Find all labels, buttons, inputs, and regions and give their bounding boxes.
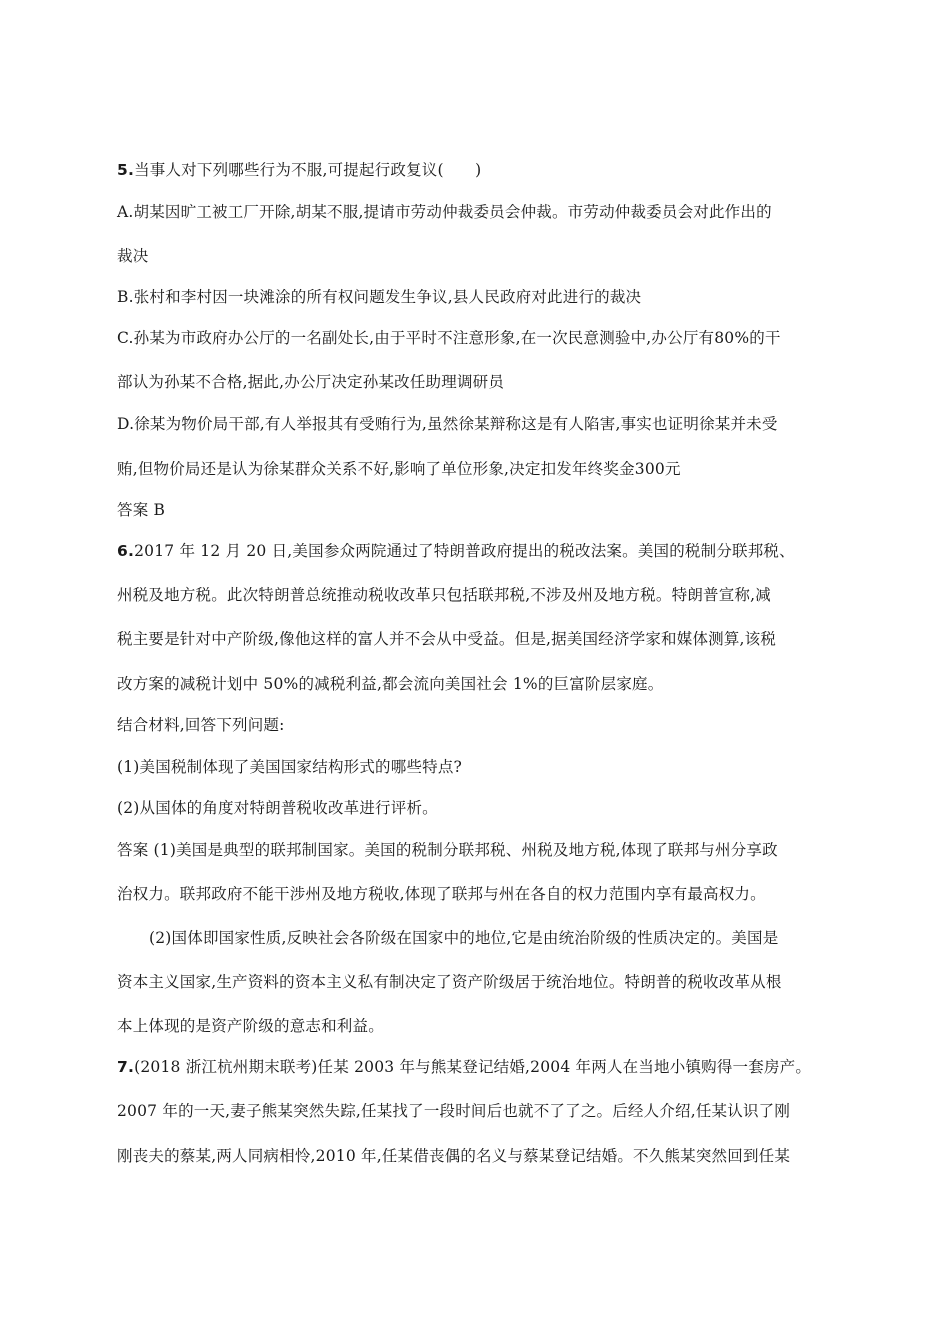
q5-stem-line xyxy=(117,160,481,180)
q6-subquestion-2: (2)从国体的角度对特朗普税收改革进行评析。 xyxy=(117,799,438,817)
q6-subquestion-1: (1)美国税制体现了美国国家结构形式的哪些特点? xyxy=(117,758,463,776)
q6-answer-1-line2: 治权力。联邦政府不能干涉州及地方税收,体现了联邦与州在各自的权力范围内享有最高权力。 xyxy=(117,885,766,903)
q5-option-c-line1: C.孙某为市政府办公厅的一名副处长,由于平时不注意形象,在一次民意测验中,办公厅有80%的干 xyxy=(117,329,781,347)
q5-option-b: B.张村和李村因一块滩涂的所有权问题发生争议,县人民政府对此进行的裁决 xyxy=(117,288,642,306)
q7-material-line1 xyxy=(117,1057,811,1077)
q7-material-text1: (2018 浙江杭州期末联考)任某 2003 年与熊某登记结婚,2004 年两人在当地小镇购得一套房产。 xyxy=(134,1058,812,1076)
q6-answer-1-line1: 答案 (1)美国是典型的联邦制国家。美国的税制分联邦税、州税及地方税,体现了联邦与州分享政 xyxy=(117,841,778,859)
q7-number: 7. xyxy=(117,1058,135,1076)
q6-answer-2-line1: (2)国体即国家性质,反映社会各阶级在国家中的地位,它是由统治阶级的性质决定的。美国是 xyxy=(149,929,779,947)
q5-answer: 答案 B xyxy=(117,501,166,519)
q5-option-a-line2: 裁决 xyxy=(117,247,149,265)
q6-answer-2-line3: 本上体现的是资产阶级的意志和利益。 xyxy=(117,1017,384,1035)
q5-option-a-line1: A.胡某因旷工被工厂开除,胡某不服,提请市劳动仲裁委员会仲裁。市劳动仲裁委员会对此作出的 xyxy=(117,203,772,221)
q6-number: 6. xyxy=(117,542,135,560)
q6-material-line3: 税主要是针对中产阶级,像他这样的富人并不会从中受益。但是,据美国经济学家和媒体测算,该税 xyxy=(117,630,777,648)
q7-material-line3: 刚丧夫的蔡某,两人同病相怜,2010 年,任某借丧偶的名义与蔡某登记结婚。不久熊某突然回到任某 xyxy=(117,1147,791,1165)
q6-answer-2-line2: 资本主义国家,生产资料的资本主义私有制决定了资产阶级居于统治地位。特朗普的税收改革从根 xyxy=(117,973,782,991)
q7-material-line2: 2007 年的一天,妻子熊某突然失踪,任某找了一段时间后也就不了了之。后经人介绍,任某认识了刚 xyxy=(117,1102,791,1120)
q6-material-text1: 2017 年 12 月 20 日,美国参众两院通过了特朗普政府提出的税改法案。美国的税制分联邦税、 xyxy=(134,542,795,560)
q6-material-line2: 州税及地方税。此次特朗普总统推动税收改革只包括联邦税,不涉及州及地方税。特朗普宣称,减 xyxy=(117,586,771,604)
q5-option-d-line2: 贿,但物价局还是认为徐某群众关系不好,影响了单位形象,决定扣发年终奖金300元 xyxy=(117,460,681,478)
q6-material-line1 xyxy=(117,541,795,561)
q5-stem: 当事人对下列哪些行为不服,可提起行政复议( ) xyxy=(134,161,482,179)
q6-prompt: 结合材料,回答下列问题: xyxy=(117,716,285,734)
q5-number: 5. xyxy=(117,161,135,179)
q5-option-c-line2: 部认为孙某不合格,据此,办公厅决定孙某改任助理调研员 xyxy=(117,373,505,391)
q5-option-d-line1: D.徐某为物价局干部,有人举报其有受贿行为,虽然徐某辩称这是有人陷害,事实也证明徐某并未受 xyxy=(117,415,778,433)
q6-material-line4: 改方案的减税计划中 50%的减税利益,都会流向美国社会 1%的巨富阶层家庭。 xyxy=(117,675,664,693)
